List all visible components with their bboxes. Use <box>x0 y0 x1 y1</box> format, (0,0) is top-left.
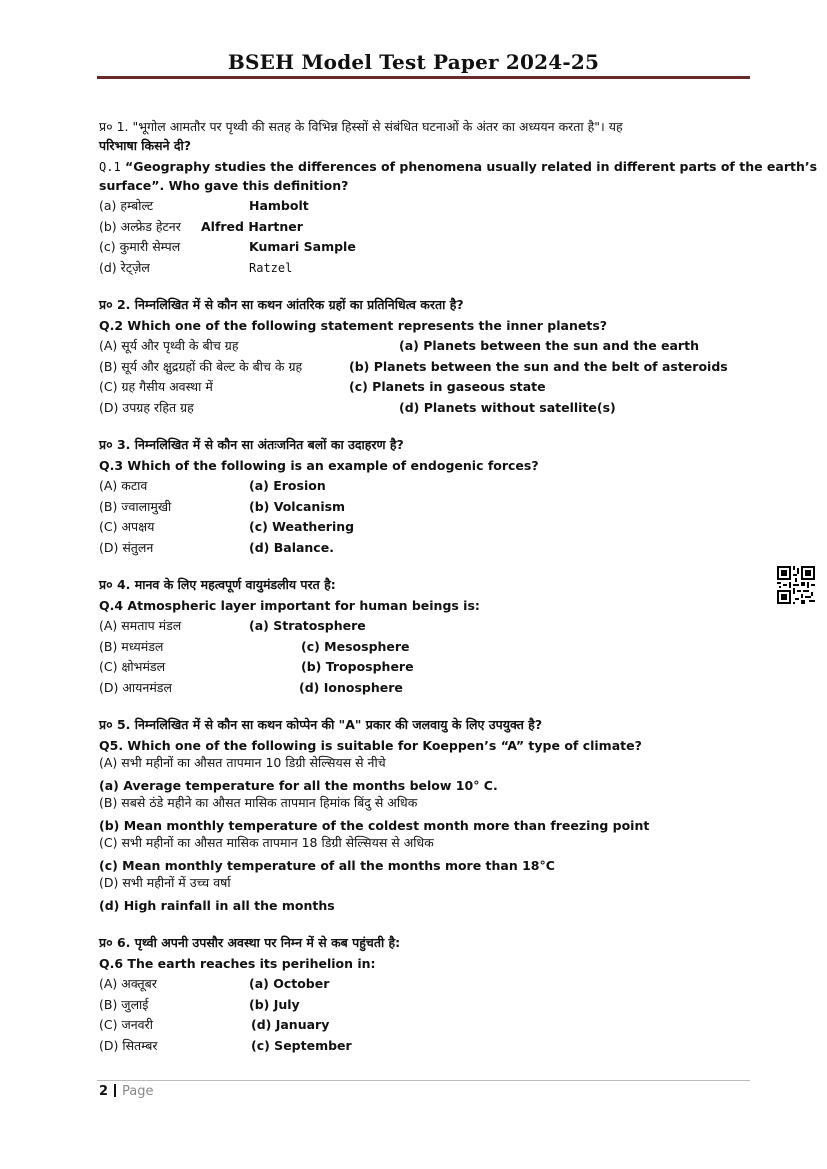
option-row <box>99 237 749 258</box>
question-6 <box>99 933 749 1056</box>
option-row <box>99 974 749 995</box>
question-4 <box>99 575 749 698</box>
option-hindi: (d) रेट्ज़ेल <box>99 259 150 275</box>
option-row <box>99 377 749 398</box>
question-1-english-line-2: surface”. Who gave this definition? <box>99 177 349 193</box>
option-hindi: (b) अल्फ्रेड हेटनर <box>99 218 181 234</box>
page-header-title: BSEH Model Test Paper 2024-25 <box>227 50 600 74</box>
option-english: (d) Ionosphere <box>299 679 403 695</box>
option-row <box>99 398 749 419</box>
option-row <box>99 637 749 658</box>
page-label: Page <box>122 1084 154 1099</box>
question-1-hindi-line-2: परिभाषा किसने दी? <box>99 137 191 153</box>
question-2-english: Q.2 Which one of the following statement represents the inner planets? <box>99 317 608 333</box>
option-english: (c) Weathering <box>249 519 355 534</box>
question-6-english: Q.6 The earth reaches its perihelion in: <box>99 955 376 971</box>
question-paper <box>99 117 818 1056</box>
option-row <box>99 217 749 238</box>
option-row <box>99 657 749 678</box>
question-5-hindi: प्र० 5. निम्नलिखित में से कौन सा कथन कोप्पेन की "A" प्रकार की जलवायु के लिए उपयुक्त है? <box>99 717 543 732</box>
question-1-english-line-1: “Geography studies the differences of phenomena usually related in different parts of the earth’s <box>125 159 818 174</box>
option-hindi: (A) सभी महीनों का औसत तापमान 10 डिग्री सेल्सियस से नीचे <box>99 755 386 770</box>
option-hindi: (D) उपग्रह रहित ग्रह <box>99 399 194 415</box>
option-hindi: (B) मध्यमंडल <box>99 638 164 654</box>
option-english: (c) September <box>251 1037 352 1053</box>
option-hindi: (A) कटाव <box>99 478 148 493</box>
option-row <box>99 517 749 538</box>
question-5-english: Q5. Which one of the following is suitable for Koeppen’s “A” type of climate? <box>99 737 642 753</box>
option-english: (d) January <box>251 1017 330 1032</box>
option-hindi: (A) सूर्य और पृथ्वी के बीच ग्रह <box>99 338 239 353</box>
option-hindi: (B) सबसे ठंडे महीने का औसत मासिक तापमान हिमांक बिंदु से अधिक <box>99 795 418 810</box>
option-hindi: (D) संतुलन <box>99 539 154 555</box>
option-english: Hambolt <box>249 198 309 213</box>
option-row <box>99 995 749 1016</box>
option-row <box>99 678 749 699</box>
question-3-hindi: प्र० 3. निम्नलिखित में से कौन सा अंतःजनित बलों का उदाहरण है? <box>99 437 404 452</box>
option-hindi: (C) सभी महीनों का औसत मासिक तापमान 18 डिग्री सेल्सियस से अधिक <box>99 835 434 850</box>
option-hindi: (a) हम्बोल्ट <box>99 198 154 213</box>
option-row <box>99 1036 749 1057</box>
option-hindi: (B) ज्वालामुखी <box>99 498 172 514</box>
option-english: (d) Balance. <box>249 539 334 555</box>
option-row <box>99 196 749 217</box>
option-english: Ratzel <box>249 260 293 275</box>
option-hindi: (B) जुलाई <box>99 996 149 1012</box>
question-4-english: Q.4 Atmospheric layer important for human beings is: <box>99 597 480 613</box>
option-english: Alfred Hartner <box>201 218 303 234</box>
option-row <box>99 258 749 279</box>
option-english: (b) Troposphere <box>301 659 414 674</box>
question-3 <box>99 435 749 558</box>
footer-separator <box>114 1084 116 1097</box>
question-3-english: Q.3 Which of the following is an example of endogenic forces? <box>99 457 539 473</box>
footer-divider <box>97 1080 750 1081</box>
option-english: Kumari Sample <box>249 239 356 254</box>
option-english: (c) Mean monthly temperature of all the months more than 18°C <box>99 857 555 873</box>
option-english: (c) Mesosphere <box>301 638 410 654</box>
option-english: (a) Stratosphere <box>249 618 366 633</box>
option-row <box>99 1015 749 1036</box>
option-row <box>99 336 749 357</box>
question-1-hindi-line-1: प्र० 1. "भूगोल आमतौर पर पृथ्वी की सतह के विभिन्न हिस्सों से संबंधित घटनाओं के अंतर का अध्ययन करता है"। यह <box>99 119 623 134</box>
question-2 <box>99 295 749 418</box>
question-6-hindi: प्र० 6. पृथ्वी अपनी उपसौर अवस्था पर निम्न में से कब पहुंचती है: <box>99 935 401 950</box>
question-2-hindi: प्र० 2. निम्नलिखित में से कौन सा कथन आंतरिक ग्रहों का प्रतिनिधित्व करता है? <box>99 297 464 312</box>
option-row <box>99 476 749 497</box>
option-english: (a) Average temperature for all the months below 10° C. <box>99 777 498 793</box>
option-hindi: (C) ग्रह गैसीय अवस्था में <box>99 379 213 394</box>
option-row <box>99 616 749 637</box>
page-footer <box>99 1084 154 1099</box>
option-row <box>99 497 749 518</box>
option-hindi: (B) सूर्य और क्षुद्रग्रहों की बेल्ट के बीच के ग्रह <box>99 358 303 374</box>
qr-code[interactable] <box>777 566 815 604</box>
option-hindi: (D) सितम्बर <box>99 1037 158 1053</box>
option-hindi: (A) अक्तूबर <box>99 976 157 991</box>
question-1-number: Q.1 <box>99 160 121 174</box>
option-row <box>99 538 749 559</box>
option-english: (b) July <box>249 996 300 1012</box>
question-1 <box>99 117 818 278</box>
option-english: (b) Planets between the sun and the belt of asteroids <box>349 358 728 374</box>
option-hindi: (D) सभी महीनों में उच्च वर्षा <box>99 875 231 890</box>
option-hindi: (A) समताप मंडल <box>99 618 182 633</box>
option-english: (c) Planets in gaseous state <box>349 379 546 394</box>
option-hindi: (C) क्षोभमंडल <box>99 659 166 674</box>
option-english: (a) Erosion <box>249 478 326 493</box>
question-5 <box>99 715 749 916</box>
question-4-hindi: प्र० 4. मानव के लिए महत्वपूर्ण वायुमंडलीय परत है: <box>99 577 336 592</box>
option-hindi: (C) जनवरी <box>99 1017 153 1032</box>
option-english: (b) Volcanism <box>249 498 346 514</box>
page-number: 2 <box>99 1084 109 1099</box>
option-english: (a) October <box>249 976 330 991</box>
option-hindi: (c) कुमारी सेम्पल <box>99 239 181 254</box>
option-english: (d) High rainfall in all the months <box>99 897 335 913</box>
option-hindi: (D) आयनमंडल <box>99 679 172 695</box>
option-english: (d) Planets without satellite(s) <box>399 399 616 415</box>
header-divider <box>97 76 750 79</box>
option-hindi: (C) अपक्षय <box>99 519 155 534</box>
option-english: (b) Mean monthly temperature of the coldest month more than freezing point <box>99 817 650 833</box>
option-row <box>99 357 749 378</box>
option-english: (a) Planets between the sun and the earth <box>399 338 699 353</box>
